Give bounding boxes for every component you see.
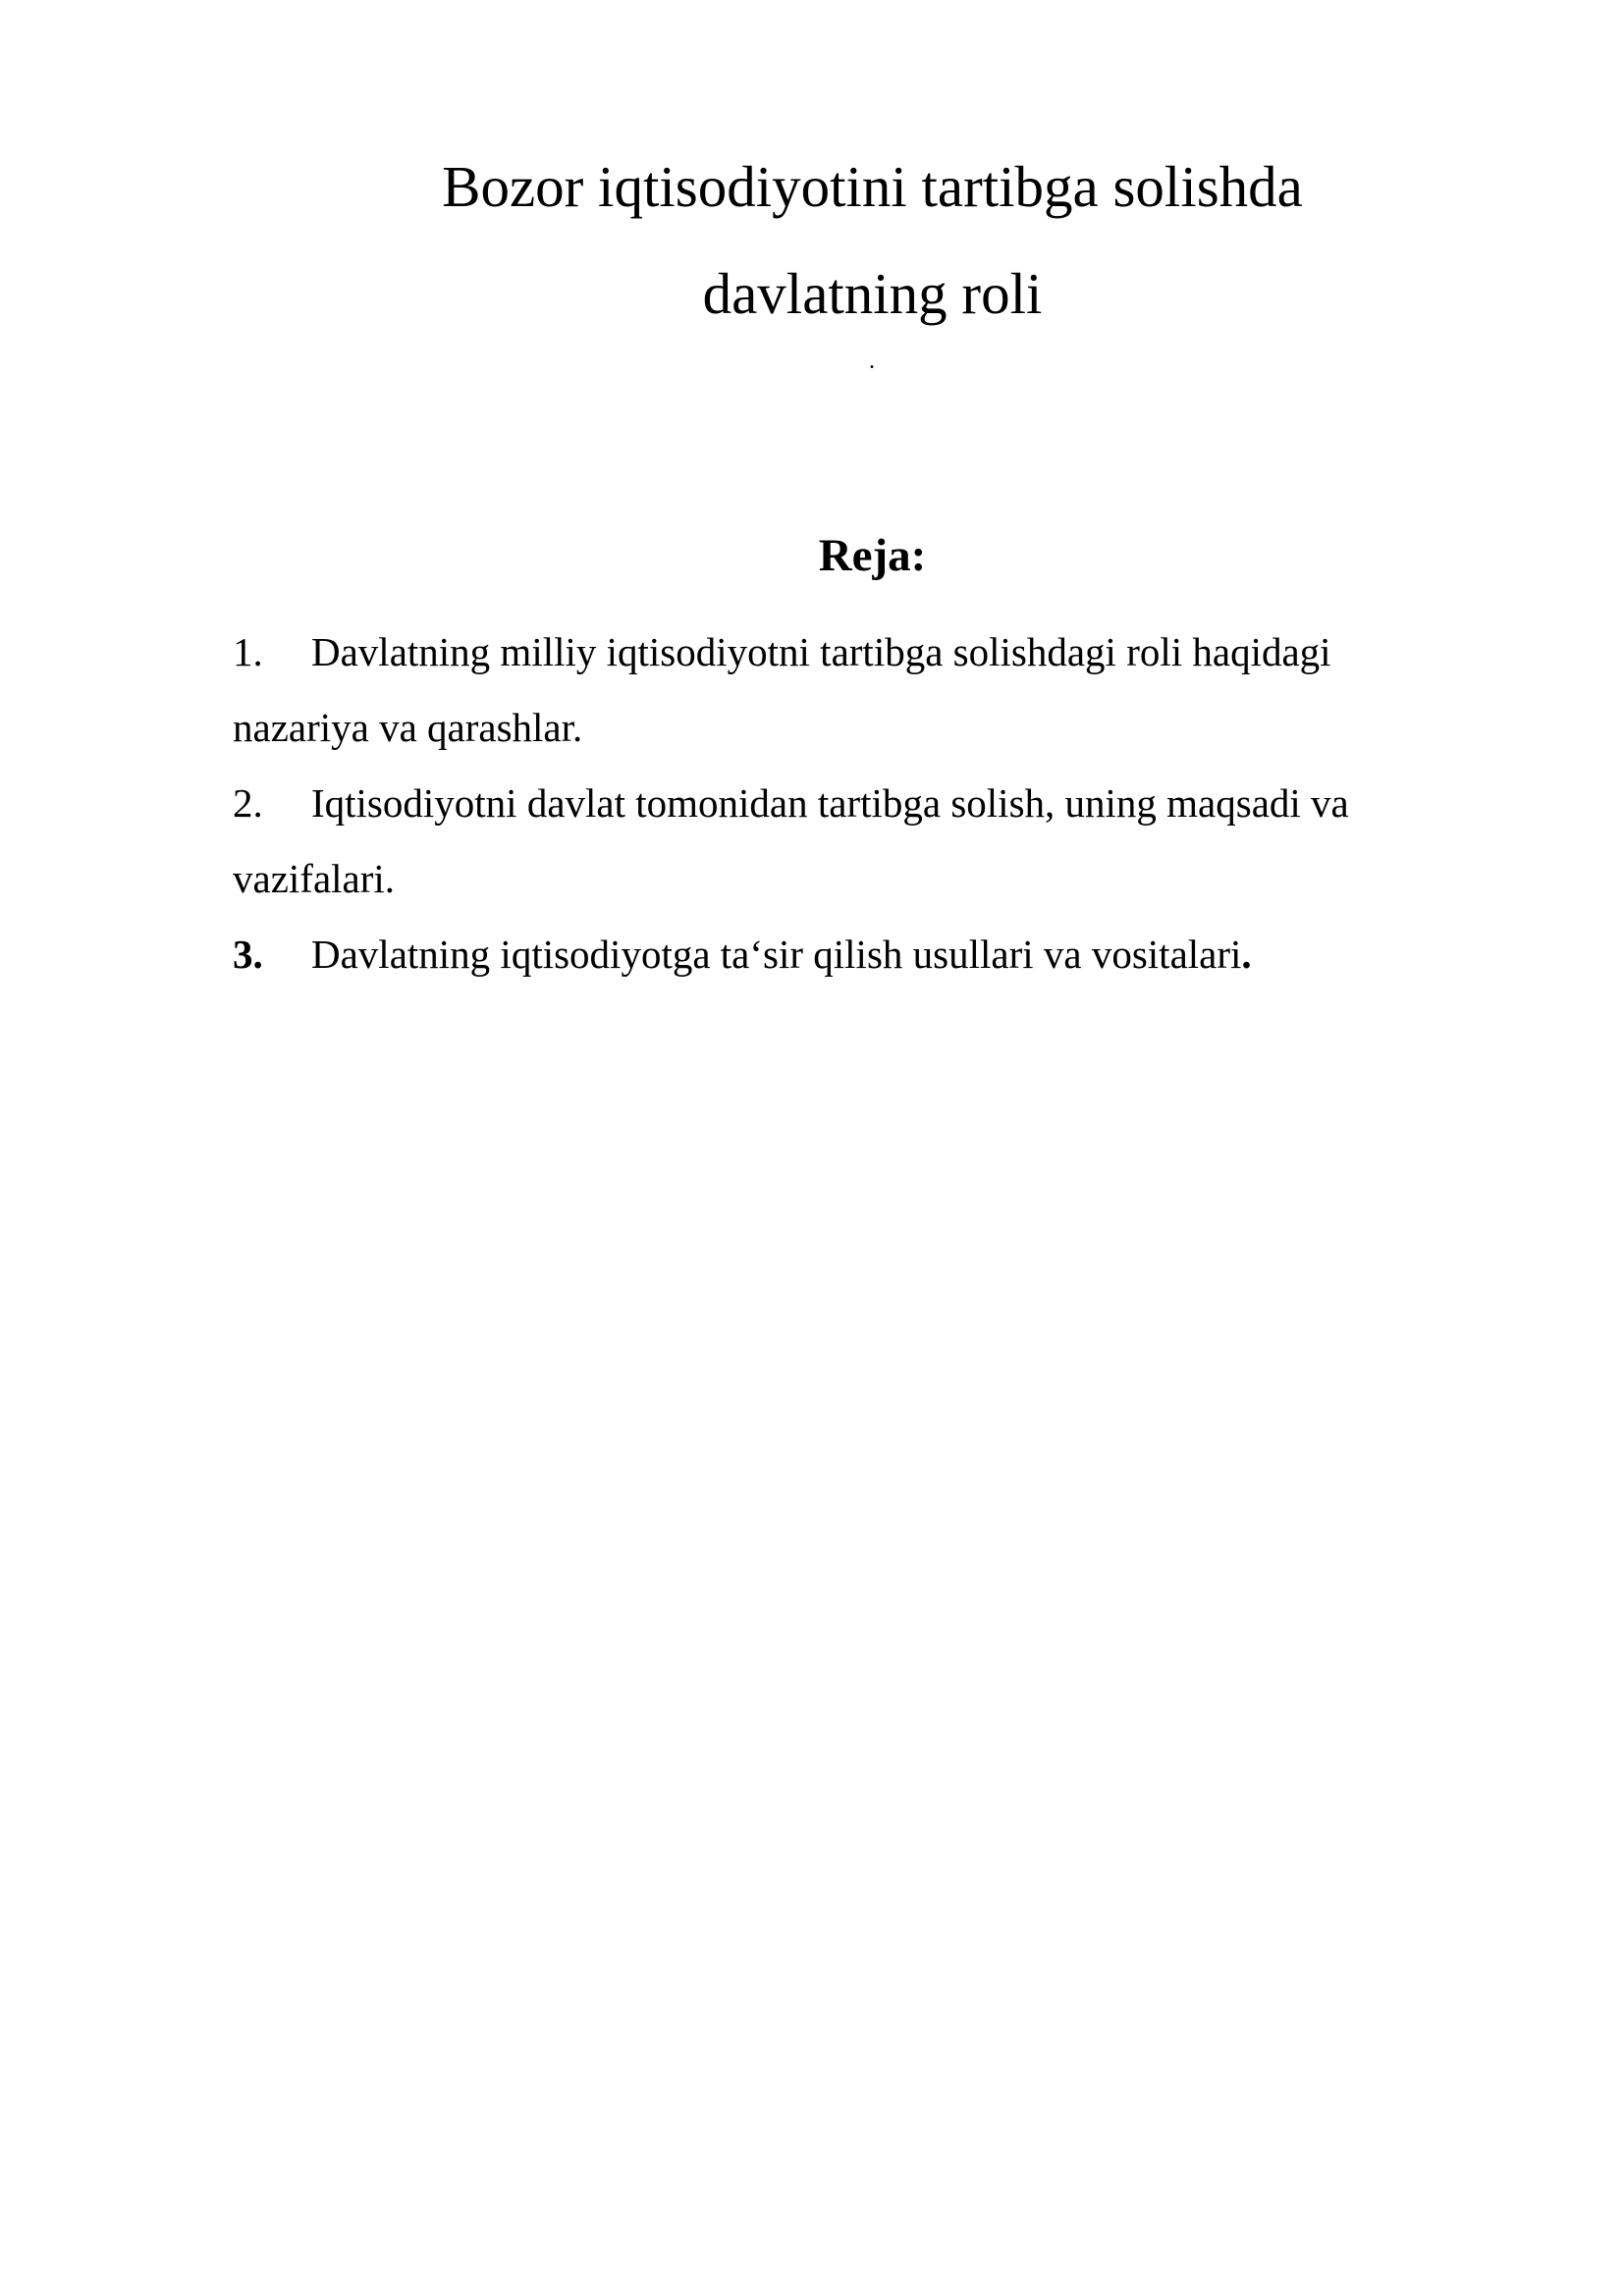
plan-item-1	[233, 614, 1450, 766]
plan-item-3	[233, 917, 1450, 992]
plan-item-number: 1.	[233, 629, 263, 674]
document-title-line-2: davlatning roli	[702, 261, 1043, 326]
document-title-line-1: Bozor iqtisodiyotini tartibga solishda	[442, 154, 1303, 219]
title-separator-dot: .	[869, 348, 875, 374]
plan-item-text: Iqtisodiyotni davlat tomonidan tartibga solish, uning maqsadi va vazifalari.	[233, 780, 1349, 901]
plan-item-number: 3.	[233, 932, 263, 977]
plan-item-number: 2.	[233, 780, 263, 826]
plan-item-2	[233, 766, 1450, 917]
plan-item-text: Davlatning milliy iqtisodiyotni tartibga solishdagi roli haqidagi nazariya va qarashlar.	[233, 629, 1331, 750]
plan-heading: Reja:	[818, 530, 927, 581]
plan-item-ending: .	[1241, 932, 1252, 977]
plan-list	[233, 614, 1450, 992]
plan-item-text: Davlatning iqtisodiyotga ta‘sir qilish usullari va vositalari	[311, 932, 1242, 977]
